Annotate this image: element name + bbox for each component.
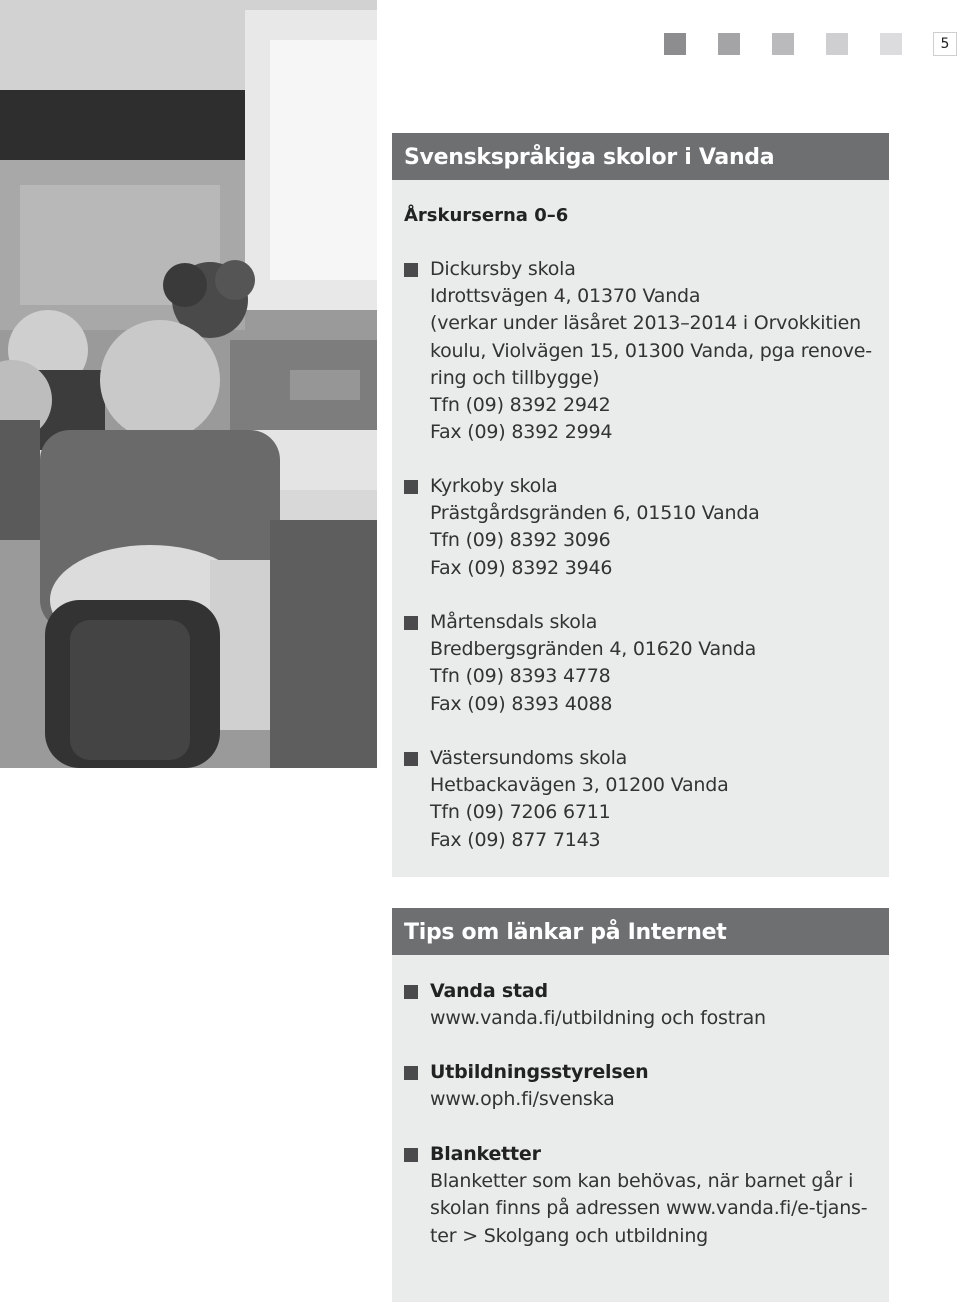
school-phone: Tfn (09) 8392 3096 — [430, 529, 611, 552]
link-url[interactable]: www.oph.fi/svenska — [430, 1088, 615, 1111]
schools-panel — [392, 133, 889, 877]
bullet-square-icon — [404, 985, 418, 999]
school-note: (verkar under läsåret 2013–2014 i Orvokkitien — [430, 312, 861, 335]
schools-title: Svenskspråkiga skolor i Vanda — [392, 133, 889, 180]
decorative-square — [718, 33, 740, 55]
school-fax: Fax (09) 877 7143 — [430, 828, 601, 851]
school-address: Bredbergsgränden 4, 01620 Vanda — [430, 638, 757, 661]
bullet-square-icon — [404, 752, 418, 766]
link-description[interactable]: skolan finns på adressen www.vanda.fi/e-tjans- — [430, 1197, 868, 1220]
link-name: Blanketter — [430, 1143, 541, 1165]
link-description: ter > Skolgang och utbildning — [430, 1224, 709, 1247]
school-entry — [404, 256, 879, 446]
school-fax: Fax (09) 8392 2994 — [430, 421, 613, 444]
school-address: Prästgårdsgränden 6, 01510 Vanda — [430, 502, 760, 525]
school-name: Västersundoms skola — [430, 747, 628, 769]
school-note: koulu, Violvägen 15, 01300 Vanda, pga renove- — [430, 339, 872, 362]
school-name: Mårtensdals skola — [430, 611, 598, 633]
classroom-photo — [0, 0, 377, 768]
link-entry — [404, 1059, 879, 1113]
link-name: Vanda stad — [430, 980, 548, 1002]
school-entry — [404, 473, 879, 582]
link-entry — [404, 978, 879, 1032]
school-address: Idrottsvägen 4, 01370 Vanda — [430, 285, 701, 308]
bullet-square-icon — [404, 480, 418, 494]
decorative-square — [664, 33, 686, 55]
bullet-square-icon — [404, 1066, 418, 1080]
school-phone: Tfn (09) 8392 2942 — [430, 394, 611, 417]
school-name: Dickursby skola — [430, 258, 576, 280]
link-entry — [404, 1141, 879, 1250]
bullet-square-icon — [404, 616, 418, 630]
decorative-square — [826, 33, 848, 55]
bullet-square-icon — [404, 263, 418, 277]
link-url[interactable]: www.vanda.fi/utbildning och fostran — [430, 1007, 766, 1030]
school-entry — [404, 745, 879, 854]
decorative-square — [772, 33, 794, 55]
links-title: Tips om länkar på Internet — [392, 908, 889, 955]
decorative-square — [880, 33, 902, 55]
school-address: Hetbackavägen 3, 01200 Vanda — [430, 774, 729, 797]
links-panel — [392, 908, 889, 1302]
school-phone: Tfn (09) 7206 6711 — [430, 801, 611, 824]
school-note: ring och tillbygge) — [430, 366, 600, 389]
school-name: Kyrkoby skola — [430, 475, 558, 497]
link-name: Utbildningsstyrelsen — [430, 1061, 649, 1083]
link-description: Blanketter som kan behövas, när barnet går i — [430, 1170, 854, 1193]
school-phone: Tfn (09) 8393 4778 — [430, 665, 611, 688]
school-fax: Fax (09) 8393 4088 — [430, 692, 613, 715]
school-fax: Fax (09) 8392 3946 — [430, 556, 613, 579]
school-entry — [404, 609, 879, 718]
page-number: 5 — [933, 32, 957, 56]
grade-subtitle: Årskurserna 0–6 — [404, 205, 569, 226]
bullet-square-icon — [404, 1148, 418, 1162]
